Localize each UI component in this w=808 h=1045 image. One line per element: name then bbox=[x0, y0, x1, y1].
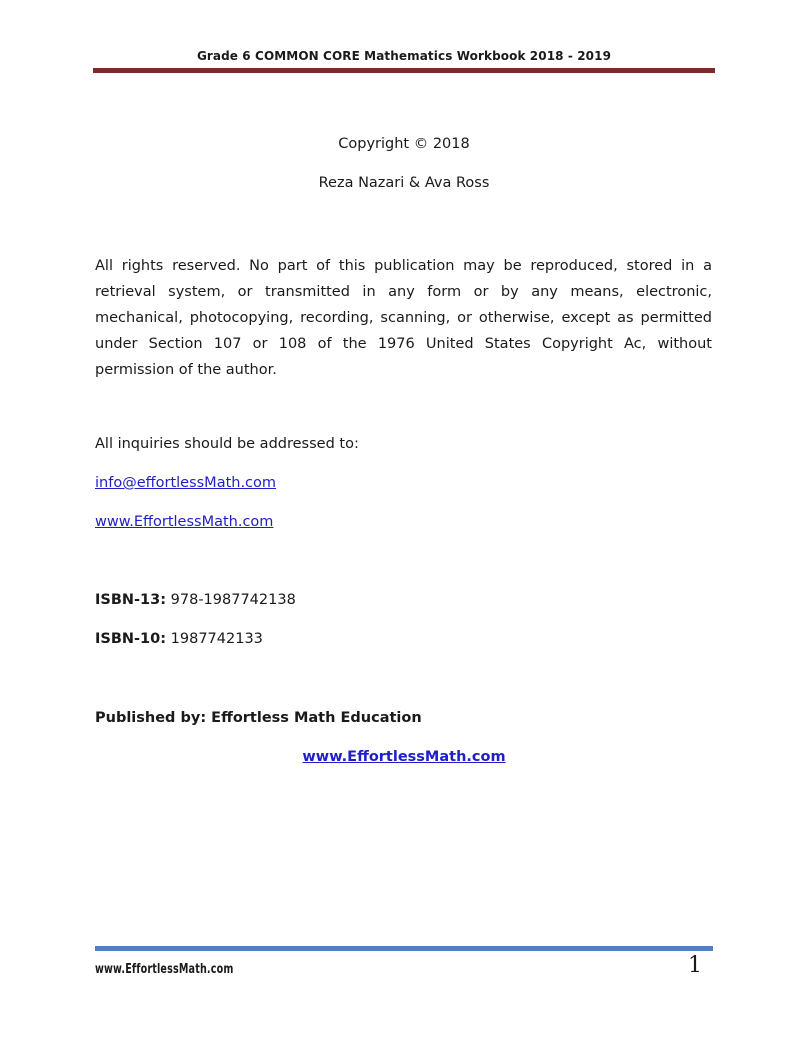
email-link[interactable]: info@effortlessMath.com bbox=[95, 475, 277, 491]
inquiries-text: All inquiries should be addressed to: bbox=[95, 436, 359, 452]
publisher-website-link[interactable]: www.EffortlessMath.com bbox=[302, 749, 506, 765]
publisher-link-line bbox=[0, 749, 808, 765]
footer-url: www.EffortlessMath.com bbox=[95, 962, 234, 977]
authors: Reza Nazari & Ava Ross bbox=[318, 175, 490, 191]
isbn13-line bbox=[95, 592, 296, 608]
header-rule bbox=[93, 68, 715, 73]
email-line bbox=[95, 475, 276, 491]
isbn10-label: ISBN-10: bbox=[95, 631, 167, 647]
running-header: Grade 6 COMMON CORE Mathematics Workbook 2018 - 2019 bbox=[196, 49, 612, 63]
rights-paragraph: All rights reserved. No part of this publication may be reproduced, stored in a retrieval system, or transmitted in any form or by any means, electronic, mechanical, photocopying, recording, scanning, or otherwise, except as permitted under Section 107 or 108 of the 1976 United States Copyright Ac, without permission of the author. bbox=[95, 258, 712, 378]
page-number: 1 bbox=[688, 953, 702, 978]
website-line bbox=[95, 514, 273, 530]
isbn13-label: ISBN-13: bbox=[95, 592, 167, 608]
footer-rule bbox=[95, 946, 713, 951]
isbn10-line bbox=[95, 631, 263, 647]
isbn13-value: 978-1987742138 bbox=[166, 592, 296, 608]
copyright-notice: Copyright © 2018 bbox=[338, 136, 470, 152]
website-link[interactable]: www.EffortlessMath.com bbox=[95, 514, 274, 530]
isbn10-value: 1987742133 bbox=[166, 631, 263, 647]
publisher-text: Published by: Effortless Math Education bbox=[95, 710, 422, 726]
